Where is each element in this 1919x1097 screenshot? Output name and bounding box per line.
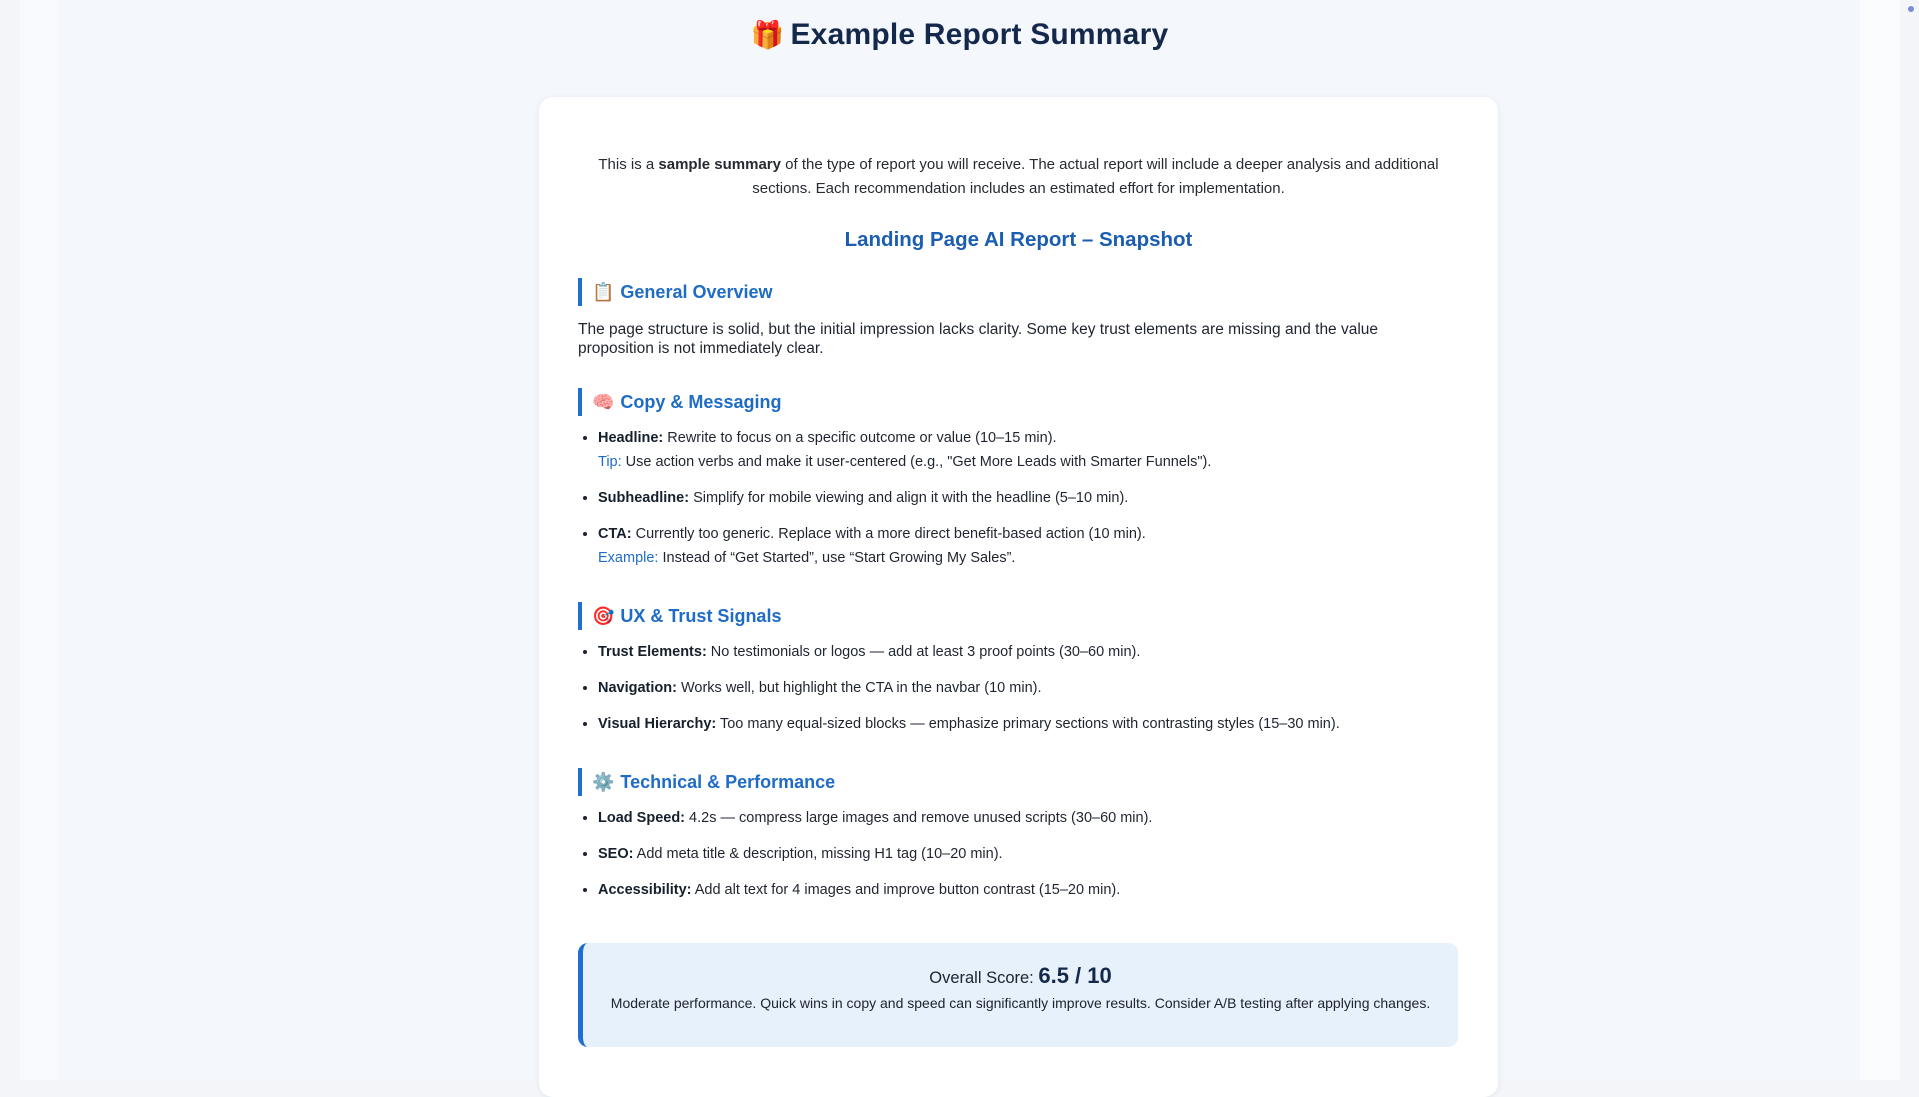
example-label: Example: xyxy=(598,550,659,566)
ux-heading-text: UX & Trust Signals xyxy=(620,606,782,626)
score-description: Moderate performance. Quick wins in copy and speed can significantly improve results. Consider A/B testing after applying changes. xyxy=(610,995,1431,1011)
score-line xyxy=(583,963,1458,989)
item-label: CTA: xyxy=(598,526,632,542)
item-text: Too many equal-sized blocks — emphasize primary sections with contrasting styles (15–30 min). xyxy=(716,716,1340,732)
tech-list xyxy=(578,806,1478,914)
target-icon: 🎯 xyxy=(592,606,615,626)
section-heading-ux xyxy=(578,602,781,630)
list-item xyxy=(598,426,1478,474)
overview-heading-text: General Overview xyxy=(620,282,773,302)
section-heading-overview xyxy=(578,278,773,306)
copy-heading-text: Copy & Messaging xyxy=(620,392,782,412)
item-text: Currently too generic. Replace with a more direct benefit-based action (10 min). xyxy=(631,526,1146,542)
overview-text: The page structure is solid, but the initial impression lacks clarity. Some key trust elements are missing and the value proposition is not immediately clear. xyxy=(578,321,1379,357)
item-label: SEO: xyxy=(598,846,634,862)
list-item xyxy=(598,640,1478,664)
gift-icon: 🎁 xyxy=(750,20,785,50)
item-label: Load Speed: xyxy=(598,810,686,826)
item-label: Accessibility: xyxy=(598,882,692,898)
page-title xyxy=(59,18,1860,52)
tip-label: Tip: xyxy=(598,454,622,470)
gear-icon: ⚙️ xyxy=(592,772,615,792)
item-label: Subheadline: xyxy=(598,490,690,506)
item-text: 4.2s — compress large images and remove unused scripts (30–60 min). xyxy=(685,810,1153,826)
item-text: Add meta title & description, missing H1 tag (10–20 min). xyxy=(633,846,1003,862)
item-label: Navigation: xyxy=(598,680,677,696)
list-item xyxy=(598,842,1478,866)
copy-list xyxy=(578,426,1478,582)
item-text: Works well, but highlight the CTA in the navbar (10 min). xyxy=(676,680,1042,696)
status-dot xyxy=(1908,6,1914,12)
intro-post: of the type of report you will receive. The actual report will include a deeper analysis and additional sections. Each recommendation includes an estimated effort for implementation. xyxy=(752,156,1439,197)
page-background xyxy=(59,0,1860,1080)
overall-score-box xyxy=(578,943,1458,1047)
ux-list xyxy=(578,640,1478,748)
intro-bold: sample summary xyxy=(658,156,781,173)
list-item xyxy=(598,522,1478,570)
section-heading-tech xyxy=(578,768,835,796)
example-text: Instead of “Get Started”, use “Start Growing My Sales”. xyxy=(658,550,1016,566)
page-title-text: Example Report Summary xyxy=(790,18,1169,51)
snapshot-title: Landing Page AI Report – Snapshot xyxy=(844,228,1193,251)
brain-icon: 🧠 xyxy=(592,392,615,412)
list-item xyxy=(598,878,1478,902)
report-card xyxy=(539,97,1498,1097)
list-item xyxy=(598,486,1478,510)
item-text: Add alt text for 4 images and improve button contrast (15–20 min). xyxy=(691,882,1121,898)
clipboard-icon: 📋 xyxy=(592,282,615,302)
list-item xyxy=(598,712,1478,736)
item-label: Headline: xyxy=(598,430,664,446)
tip-text: Use action verbs and make it user-centered (e.g., "Get More Leads with Smarter Funnels"). xyxy=(621,454,1212,470)
list-item xyxy=(598,806,1478,830)
item-label: Visual Hierarchy: xyxy=(598,716,717,732)
item-text: No testimonials or logos — add at least 3 proof points (30–60 min). xyxy=(706,644,1141,660)
score-value: 6.5 / 10 xyxy=(1038,963,1112,988)
right-margin xyxy=(1860,0,1900,1080)
score-label: Overall Score: xyxy=(929,969,1039,987)
item-text: Simplify for mobile viewing and align it with the headline (5–10 min). xyxy=(689,490,1129,506)
tech-heading-text: Technical & Performance xyxy=(620,772,836,792)
intro-pre: This is a xyxy=(598,156,659,173)
section-heading-copy xyxy=(578,388,781,416)
intro-text xyxy=(579,153,1458,201)
item-text: Rewrite to focus on a specific outcome or value (10–15 min). xyxy=(663,430,1057,446)
item-label: Trust Elements: xyxy=(598,644,707,660)
list-item xyxy=(598,676,1478,700)
